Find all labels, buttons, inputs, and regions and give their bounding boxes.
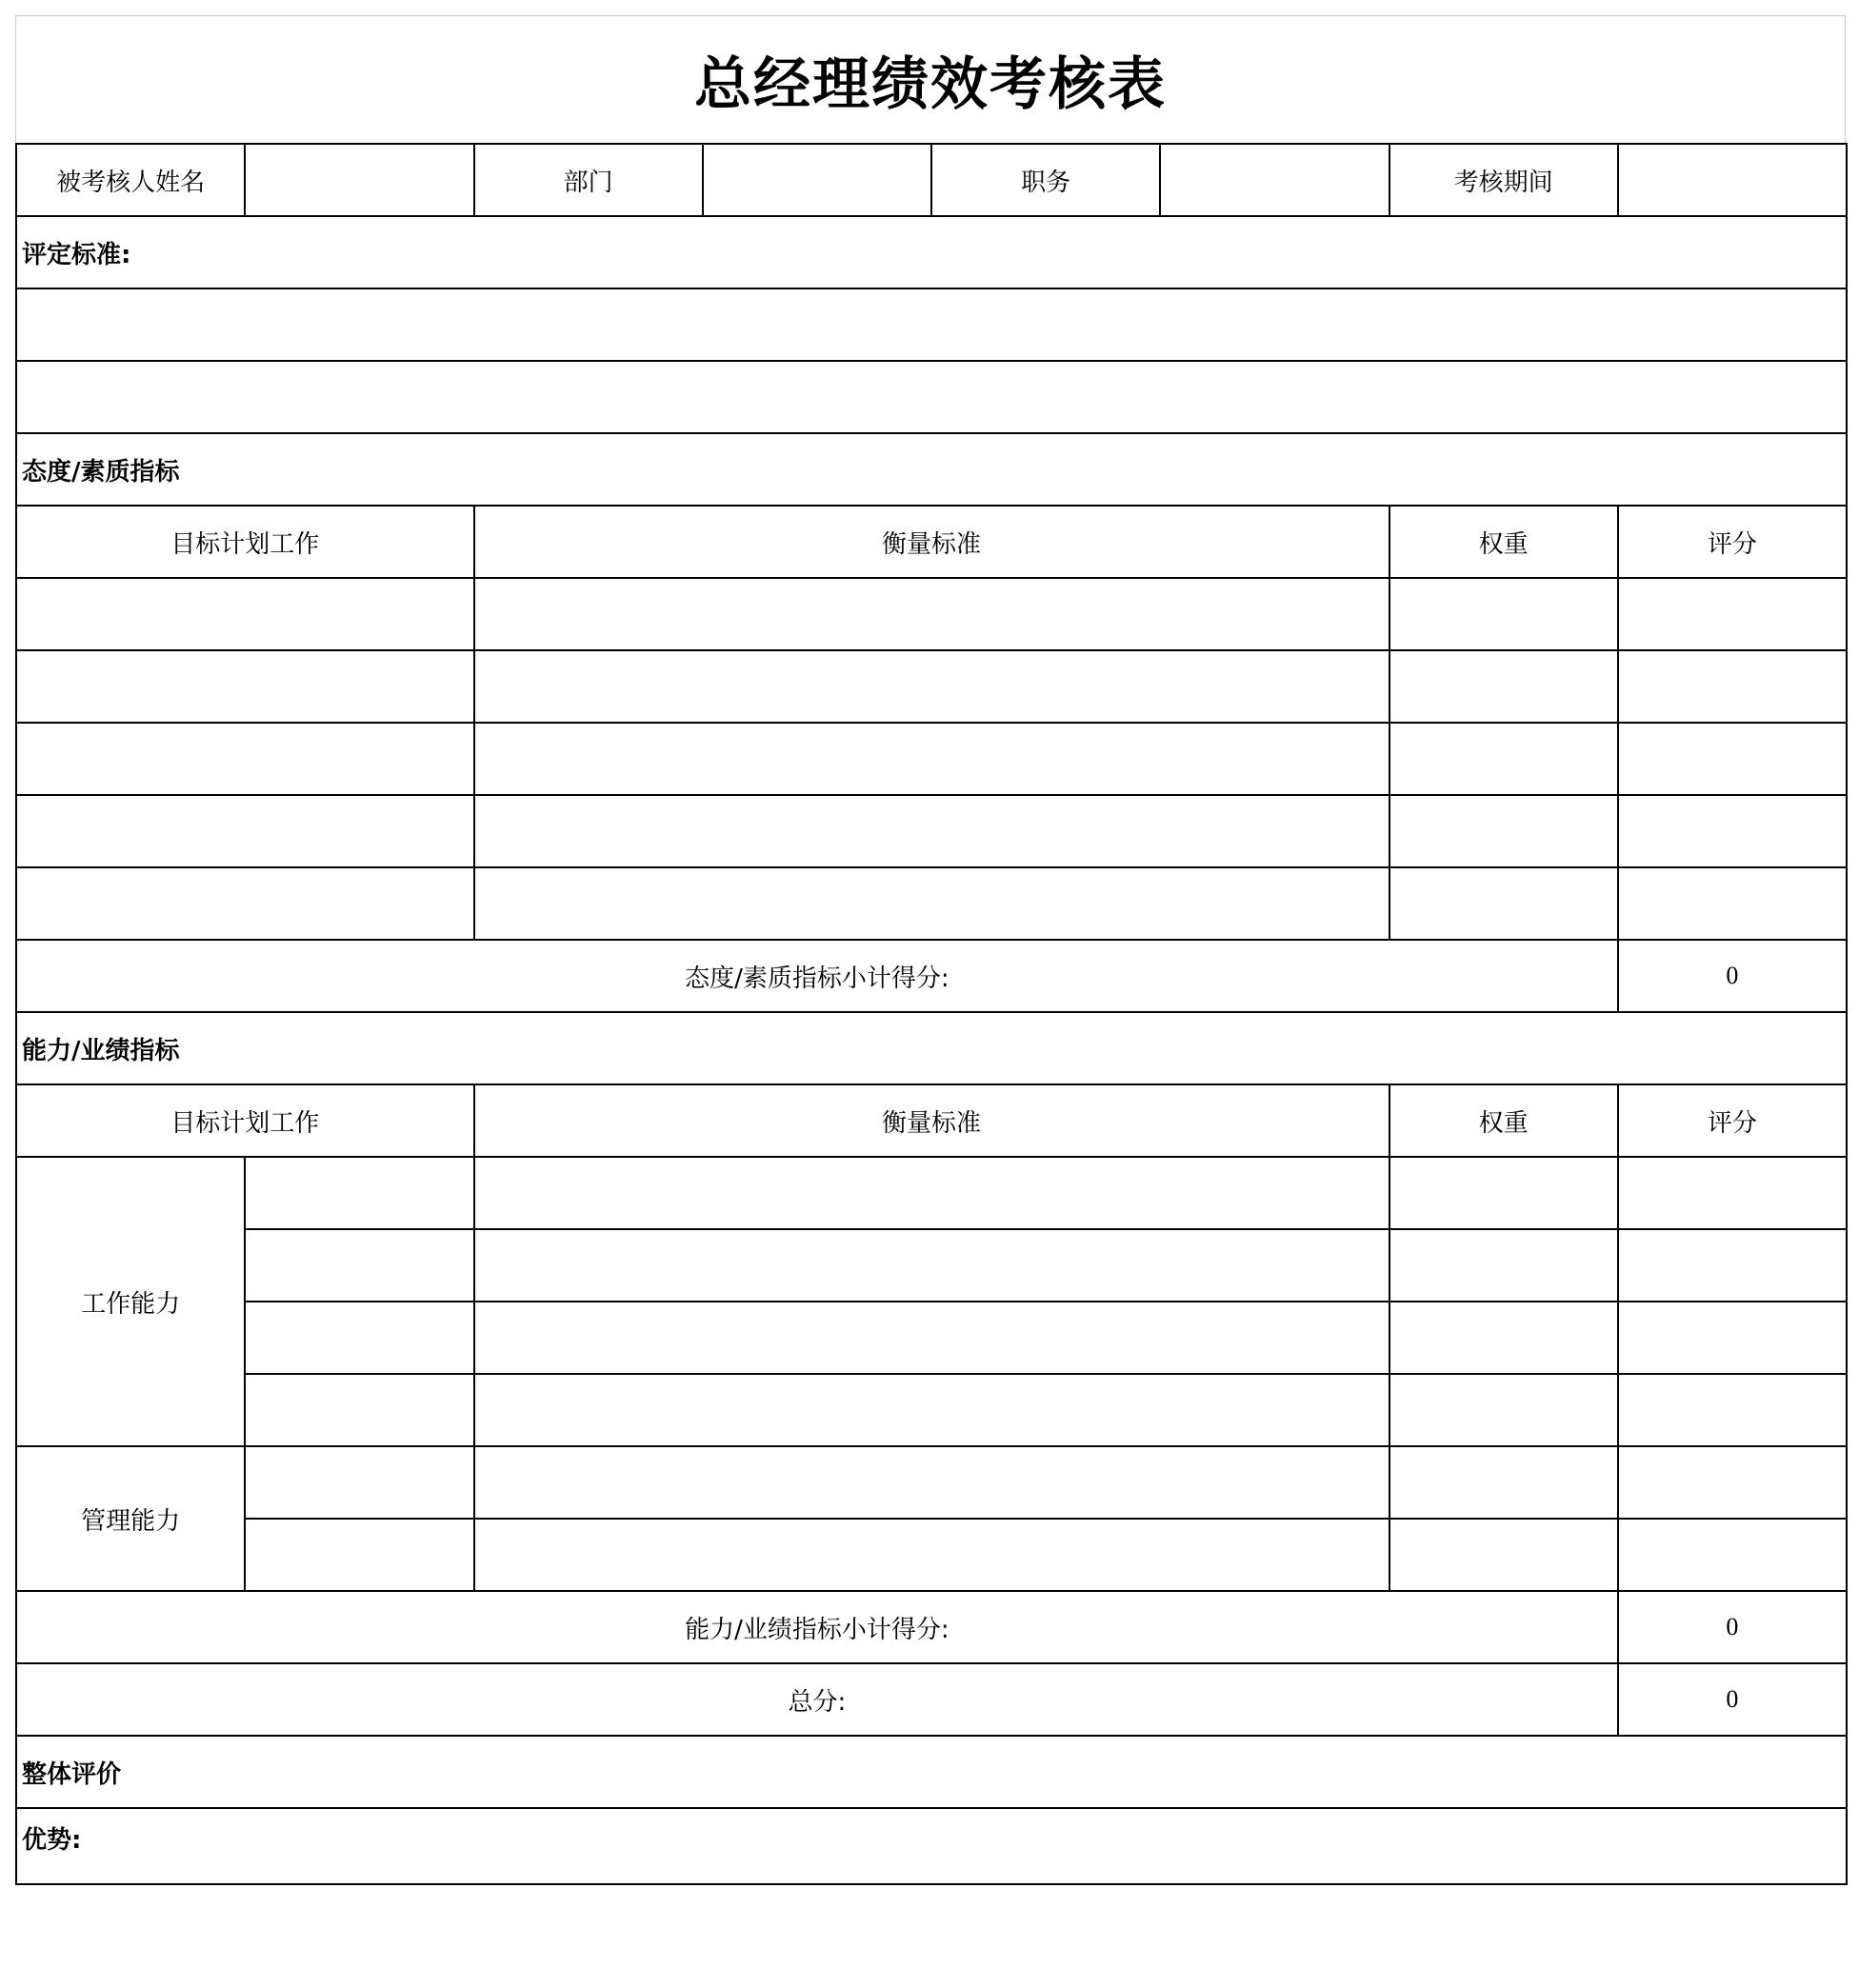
ability-col-target: 目标计划工作	[16, 1084, 474, 1157]
ability-row	[16, 1157, 1847, 1229]
attitude-col-weight: 权重	[1389, 506, 1618, 578]
position-field[interactable]	[1160, 144, 1389, 216]
attitude-target-cell[interactable]	[16, 650, 474, 723]
period-label: 考核期间	[1389, 144, 1618, 216]
attitude-row	[16, 578, 1847, 650]
dept-field[interactable]	[703, 144, 931, 216]
ability-measure-cell[interactable]	[474, 1446, 1389, 1519]
attitude-target-cell[interactable]	[16, 795, 474, 867]
ability-section-row	[16, 1012, 1847, 1084]
appraisal-sheet	[15, 15, 1846, 1885]
attitude-row	[16, 867, 1847, 940]
ability-row	[16, 1519, 1847, 1591]
ability-score-cell[interactable]	[1618, 1157, 1847, 1229]
ability-subtotal-value: 0	[1618, 1591, 1847, 1663]
attitude-weight-cell[interactable]	[1389, 795, 1618, 867]
overall-section-label: 整体评价	[16, 1736, 1847, 1808]
ability-weight-cell[interactable]	[1389, 1519, 1618, 1591]
total-value: 0	[1618, 1663, 1847, 1736]
ability-score-cell[interactable]	[1618, 1446, 1847, 1519]
criteria-blank-row	[16, 361, 1847, 433]
ability-item-cell[interactable]	[245, 1446, 473, 1519]
attitude-weight-cell[interactable]	[1389, 867, 1618, 940]
ability-weight-cell[interactable]	[1389, 1229, 1618, 1302]
attitude-score-cell[interactable]	[1618, 723, 1847, 795]
attitude-col-target: 目标计划工作	[16, 506, 474, 578]
criteria-field-1[interactable]	[16, 288, 1847, 361]
name-label: 被考核人姓名	[16, 144, 245, 216]
title-cell	[15, 15, 1846, 143]
attitude-weight-cell[interactable]	[1389, 650, 1618, 723]
position-label: 职务	[931, 144, 1160, 216]
attitude-target-cell[interactable]	[16, 723, 474, 795]
strengths-label[interactable]: 优势:	[16, 1808, 1847, 1884]
ability-row	[16, 1374, 1847, 1446]
attitude-subtotal-label: 态度/素质指标小计得分:	[16, 940, 1618, 1012]
attitude-weight-cell[interactable]	[1389, 723, 1618, 795]
strengths-row	[16, 1808, 1847, 1884]
attitude-col-score: 评分	[1618, 506, 1847, 578]
ability-header-row	[16, 1084, 1847, 1157]
attitude-score-cell[interactable]	[1618, 578, 1847, 650]
attitude-weight-cell[interactable]	[1389, 578, 1618, 650]
period-field[interactable]	[1618, 144, 1847, 216]
attitude-subtotal-value: 0	[1618, 940, 1847, 1012]
ability-measure-cell[interactable]	[474, 1229, 1389, 1302]
info-row	[16, 144, 1847, 216]
ability-measure-cell[interactable]	[474, 1519, 1389, 1591]
ability-weight-cell[interactable]	[1389, 1446, 1618, 1519]
attitude-measure-cell[interactable]	[474, 650, 1389, 723]
work-ability-label: 工作能力	[16, 1157, 245, 1446]
attitude-measure-cell[interactable]	[474, 723, 1389, 795]
total-row	[16, 1663, 1847, 1736]
ability-weight-cell[interactable]	[1389, 1157, 1618, 1229]
ability-row	[16, 1302, 1847, 1374]
ability-measure-cell[interactable]	[474, 1157, 1389, 1229]
attitude-header-row	[16, 506, 1847, 578]
attitude-row	[16, 723, 1847, 795]
attitude-measure-cell[interactable]	[474, 795, 1389, 867]
ability-row	[16, 1446, 1847, 1519]
criteria-field-2[interactable]	[16, 361, 1847, 433]
attitude-score-cell[interactable]	[1618, 795, 1847, 867]
ability-measure-cell[interactable]	[474, 1374, 1389, 1446]
ability-col-score: 评分	[1618, 1084, 1847, 1157]
appraisal-table	[15, 143, 1848, 1885]
overall-section-row	[16, 1736, 1847, 1808]
attitude-row	[16, 795, 1847, 867]
ability-score-cell[interactable]	[1618, 1302, 1847, 1374]
ability-measure-cell[interactable]	[474, 1302, 1389, 1374]
ability-section-label: 能力/业绩指标	[16, 1012, 1847, 1084]
ability-col-weight: 权重	[1389, 1084, 1618, 1157]
ability-col-measure: 衡量标准	[474, 1084, 1389, 1157]
attitude-score-cell[interactable]	[1618, 867, 1847, 940]
page-title: 总经理绩效考核表	[694, 50, 1167, 118]
attitude-section-label: 态度/素质指标	[16, 433, 1847, 506]
attitude-section-row	[16, 433, 1847, 506]
ability-subtotal-label: 能力/业绩指标小计得分:	[16, 1591, 1618, 1663]
attitude-measure-cell[interactable]	[474, 578, 1389, 650]
total-label: 总分:	[16, 1663, 1618, 1736]
attitude-score-cell[interactable]	[1618, 650, 1847, 723]
management-ability-label: 管理能力	[16, 1446, 245, 1591]
criteria-row	[16, 216, 1847, 288]
ability-weight-cell[interactable]	[1389, 1374, 1618, 1446]
name-field[interactable]	[245, 144, 473, 216]
ability-item-cell[interactable]	[245, 1374, 473, 1446]
criteria-blank-row	[16, 288, 1847, 361]
ability-subtotal-row	[16, 1591, 1847, 1663]
criteria-label: 评定标准:	[16, 216, 1847, 288]
attitude-subtotal-row	[16, 940, 1847, 1012]
ability-item-cell[interactable]	[245, 1229, 473, 1302]
ability-weight-cell[interactable]	[1389, 1302, 1618, 1374]
attitude-row	[16, 650, 1847, 723]
ability-score-cell[interactable]	[1618, 1519, 1847, 1591]
ability-item-cell[interactable]	[245, 1157, 473, 1229]
attitude-measure-cell[interactable]	[474, 867, 1389, 940]
ability-item-cell[interactable]	[245, 1519, 473, 1591]
ability-score-cell[interactable]	[1618, 1374, 1847, 1446]
ability-item-cell[interactable]	[245, 1302, 473, 1374]
ability-score-cell[interactable]	[1618, 1229, 1847, 1302]
attitude-target-cell[interactable]	[16, 867, 474, 940]
attitude-target-cell[interactable]	[16, 578, 474, 650]
ability-row	[16, 1229, 1847, 1302]
dept-label: 部门	[474, 144, 703, 216]
attitude-col-measure: 衡量标准	[474, 506, 1389, 578]
